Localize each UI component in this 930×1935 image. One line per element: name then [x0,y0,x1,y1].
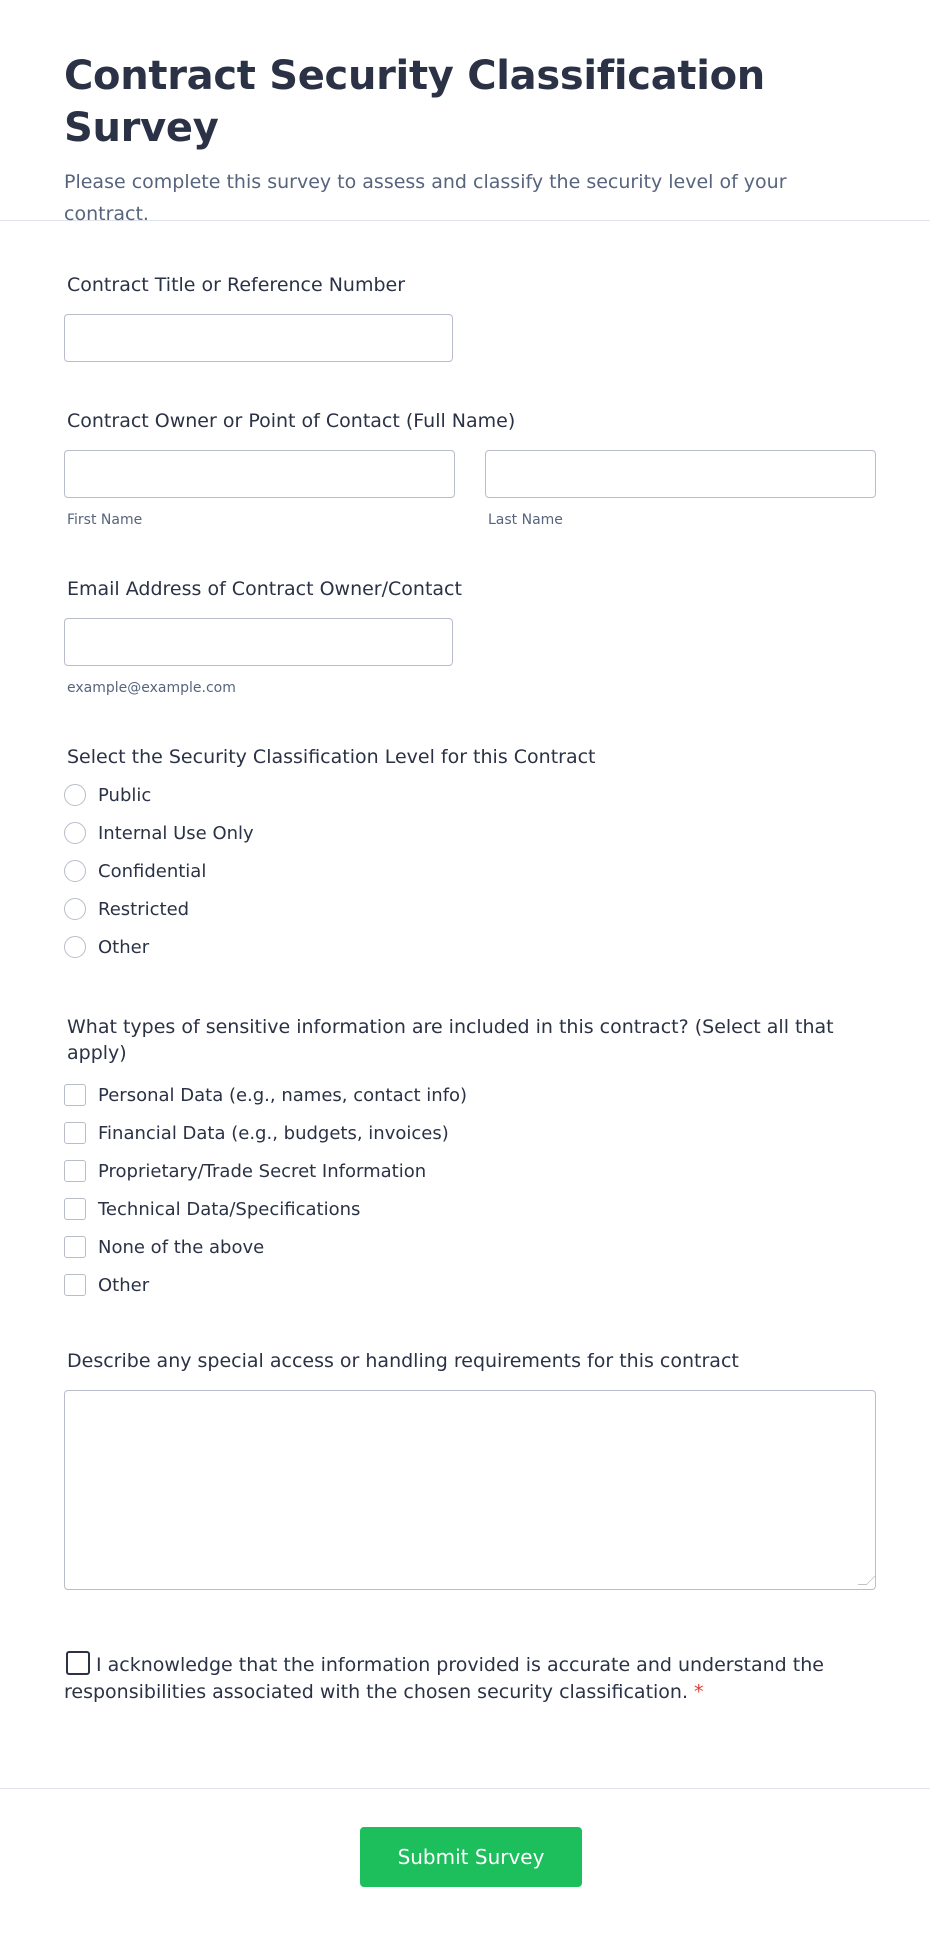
checkbox[interactable] [64,1236,86,1258]
checkbox-option[interactable] [64,1152,854,1190]
radio-option[interactable] [64,928,596,966]
radio-button[interactable] [64,898,86,920]
page-subtitle: Please complete this survey to assess and classify the security level of your contract. [64,171,787,225]
radio-button[interactable] [64,784,86,806]
requirements-field [64,1348,876,1590]
first-name-sublabel: First Name [67,512,143,528]
radio-option-label: Public [98,784,152,806]
page-title: Contract Security Classification Survey [64,53,765,151]
classification-field [64,744,596,966]
checkbox-option[interactable] [64,1114,854,1152]
radio-option-label: Restricted [98,898,190,920]
radio-option[interactable] [64,890,596,928]
form-header [0,0,930,225]
email-hint: example@example.com [67,680,236,696]
requirements-textarea[interactable] [64,1390,876,1590]
resize-handle-icon[interactable] [858,1576,876,1585]
checkbox-option-label: Personal Data (e.g., names, contact info) [98,1084,468,1106]
acknowledge-field [64,1651,824,1706]
contract-title-input[interactable] [64,314,453,362]
checkbox-option[interactable] [64,1190,854,1228]
requirements-label: Describe any special access or handling requirements for this contract [67,1350,739,1372]
checkbox-option[interactable] [64,1076,854,1114]
required-asterisk: * [694,1681,704,1703]
contract-title-label: Contract Title or Reference Number [67,274,406,296]
email-label: Email Address of Contract Owner/Contact [67,578,462,600]
radio-option-label: Other [98,936,150,958]
checkbox-option-label: Proprietary/Trade Secret Information [98,1160,427,1182]
email-input[interactable] [64,618,453,666]
form-footer [0,1788,930,1935]
last-name-sublabel: Last Name [488,512,563,528]
checkbox[interactable] [64,1084,86,1106]
sensitive-info-field [64,1014,854,1304]
radio-button[interactable] [64,822,86,844]
submit-button[interactable]: Submit Survey [360,1827,582,1887]
last-name-input[interactable] [485,450,876,498]
checkbox-option-label: Other [98,1274,150,1296]
checkbox-option-label: None of the above [98,1236,265,1258]
radio-button[interactable] [64,860,86,882]
checkbox[interactable] [64,1198,86,1220]
acknowledge-checkbox[interactable] [66,1651,90,1675]
first-name-input[interactable] [64,450,455,498]
sensitive-info-label: What types of sensitive information are included in this contract? (Select all that apply) [67,1016,834,1064]
checkbox-option-label: Financial Data (e.g., budgets, invoices) [98,1122,449,1144]
radio-option-label: Confidential [98,860,207,882]
checkbox-option[interactable] [64,1266,854,1304]
checkbox-option[interactable] [64,1228,854,1266]
checkbox[interactable] [64,1122,86,1144]
contract-title-field [64,272,453,362]
checkbox-option-label: Technical Data/Specifications [98,1198,361,1220]
radio-option[interactable] [64,814,596,852]
email-field [64,576,462,696]
radio-option[interactable] [64,852,596,890]
checkbox[interactable] [64,1274,86,1296]
classification-label: Select the Security Classification Level for this Contract [67,746,596,768]
acknowledge-text: I acknowledge that the information provided is accurate and understand the responsibilities associated with the chosen security classification. [64,1654,824,1703]
checkbox[interactable] [64,1160,86,1182]
owner-name-field [64,408,876,528]
owner-name-label: Contract Owner or Point of Contact (Full Name) [67,410,516,432]
radio-option[interactable] [64,776,596,814]
radio-option-label: Internal Use Only [98,822,254,844]
radio-button[interactable] [64,936,86,958]
